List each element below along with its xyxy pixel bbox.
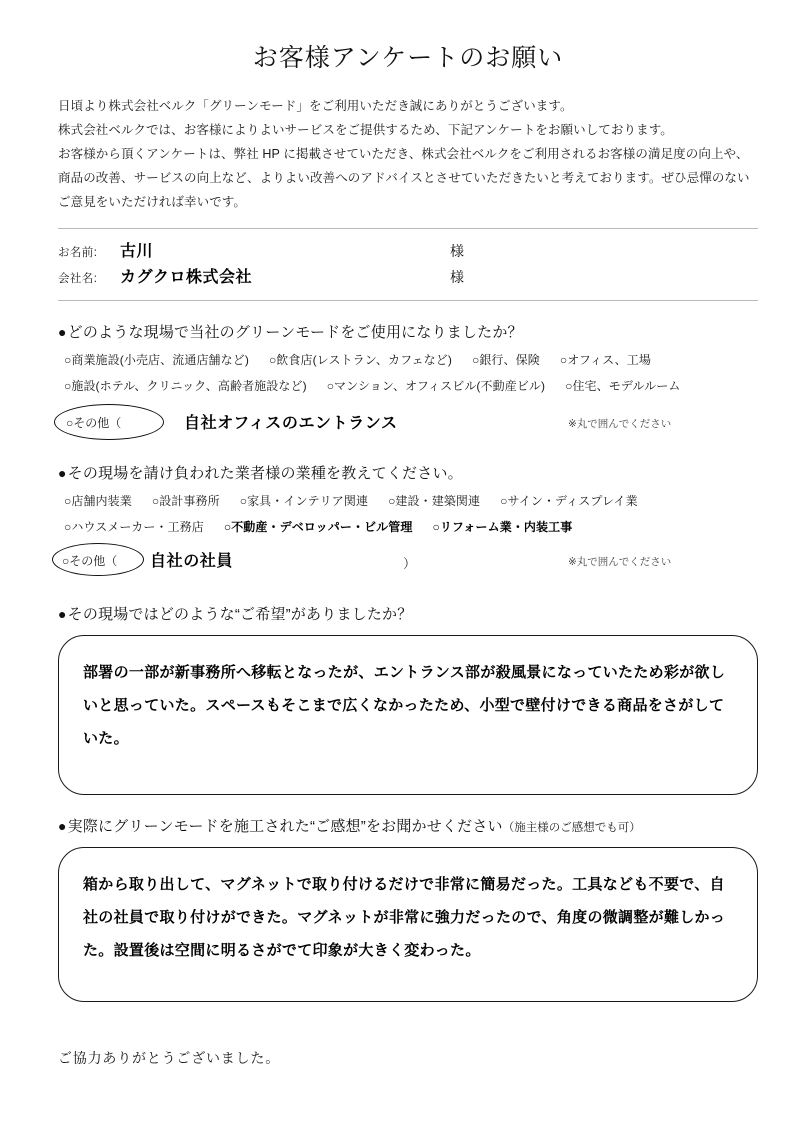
option-other-q1[interactable]: ○その他（ [66,416,122,430]
option-sign-display[interactable]: ○サイン・ディスプレイ業 [500,494,638,508]
question-3-text: その現場ではどのような“ご希望”がありましたか？ [67,606,413,623]
option-house-model-room[interactable]: ○住宅、モデルルーム [565,379,681,393]
option-house-maker[interactable]: ○ハウスメーカー・工務店 [64,520,204,534]
question-4-note: （施主様のご感想でも可） [502,822,641,834]
option-design-office[interactable]: ○設計事務所 [151,494,220,508]
intro-line-1: 日頃より株式会社ベルク「グリーンモード」をご利用いただき誠にありがとうございます。 [58,99,573,113]
option-office-factory[interactable]: ○オフィス、工場 [559,353,651,367]
question-1-heading [58,321,758,342]
company-label: 会社名: [58,273,98,285]
option-bank-insurance[interactable]: ○銀行、保険 [471,353,540,367]
option-reform-interior-work[interactable]: ○リフォーム業・内装工事 [432,520,573,534]
question-4-text: 実際にグリーンモードを施工された“ご感想”をお聞かせください [67,818,503,835]
option-facility-hotel-clinic[interactable]: ○施設(ホテル、クリニック、高齢者施設など) [64,379,307,393]
company-honorific: 様 [450,269,464,285]
option-other-q2[interactable]: ○その他（ [62,554,118,568]
bullet-icon: ● [58,324,67,340]
question-1-options-row-1 [64,351,758,368]
question-2-options-row-2 [64,518,758,535]
identity-divider-bottom [58,300,758,301]
question-2-other-answer: 自社の社員 [150,553,234,570]
name-row [58,238,758,264]
closing-message: ご協力ありがとうございました。 [58,1050,280,1066]
bullet-icon: ● [58,465,67,481]
question-2-other-row [58,543,758,583]
document-body [58,0,758,1068]
question-4-answer-text: 箱から取り出して、マグネットで取り付けるだけで非常に簡易だった。工具なども不要で、自社の社員で取り付けができた。マグネットが非常に強力だったので、角度の微調整が難しかった。設置後は空間に明るさがでて印象が大きく変わった。 [83,876,726,959]
circle-instruction-q2: ※丸で囲んでください [568,556,672,568]
question-4-answer-box[interactable] [58,847,758,1002]
question-2-heading [58,462,758,483]
option-furniture-interior[interactable]: ○家具・インテリア関連 [239,494,369,508]
option-construction[interactable]: ○建設・建築関連 [388,494,481,508]
question-3-answer-text: 部署の一部が新事務所へ移転となったが、エントランス部が殺風景になっていたため彩が欲しいと思っていた。スペースもそこまで広くなかったため、小型で壁付けできる商品をさがしていた。 [83,664,726,747]
question-2-text: その現場を請け負われた業者様の業種を教えてください。 [67,465,463,482]
question-3-heading [58,603,758,624]
question-2-options-row-1 [64,492,758,509]
option-realestate-developer[interactable]: ○不動産・デベロッパー・ビル管理 [223,520,413,534]
company-row [58,264,758,290]
bullet-icon: ● [58,606,67,622]
option-commercial-facility[interactable]: ○商業施設(小売店、流通店舗など) [64,353,249,367]
intro-paragraph [58,94,758,214]
question-2-paren-close: ） [403,556,417,571]
intro-line-2: 株式会社ベルクでは、お客様によりよいサービスをご提供するため、下記アンケートをお願いしております。 [58,123,673,137]
name-label: お名前: [58,247,98,259]
intro-line-3: お客様から頂くアンケートは、弊社 HP に掲載させていただき、株式会社ベルクをご利用されるお客様の満足度の向上や、商品の改善、サービスの向上など、よりよい改善へのアドバイスとさせていただきたいと考えております。ぜひ忌憚のないご意見をいただければ幸いです。 [58,147,750,209]
bullet-icon: ● [58,818,67,834]
circle-instruction-q1: ※丸で囲んでください [568,418,672,430]
question-3-answer-box[interactable] [58,635,758,795]
option-mansion-office-building[interactable]: ○マンション、オフィスビル(不動産ビル) [326,379,546,393]
name-honorific: 様 [450,243,464,259]
question-1-options-row-2 [64,377,758,394]
question-4-heading [58,815,758,836]
identity-block [58,229,758,300]
question-1-text: どのような現場で当社のグリーンモードをご使用になりましたか？ [67,324,523,341]
company-value: カグクロ株式会社 [120,269,253,286]
question-1-other-answer: 自社オフィスのエントランス [184,415,398,432]
option-restaurant[interactable]: ○飲食店(レストラン、カフェなど) [268,353,452,367]
name-value: 古川 [120,243,154,260]
option-store-interior[interactable]: ○店舗内装業 [64,494,132,508]
page-title: お客様アンケートのお願い [252,44,564,72]
question-1-other-row [58,402,758,442]
